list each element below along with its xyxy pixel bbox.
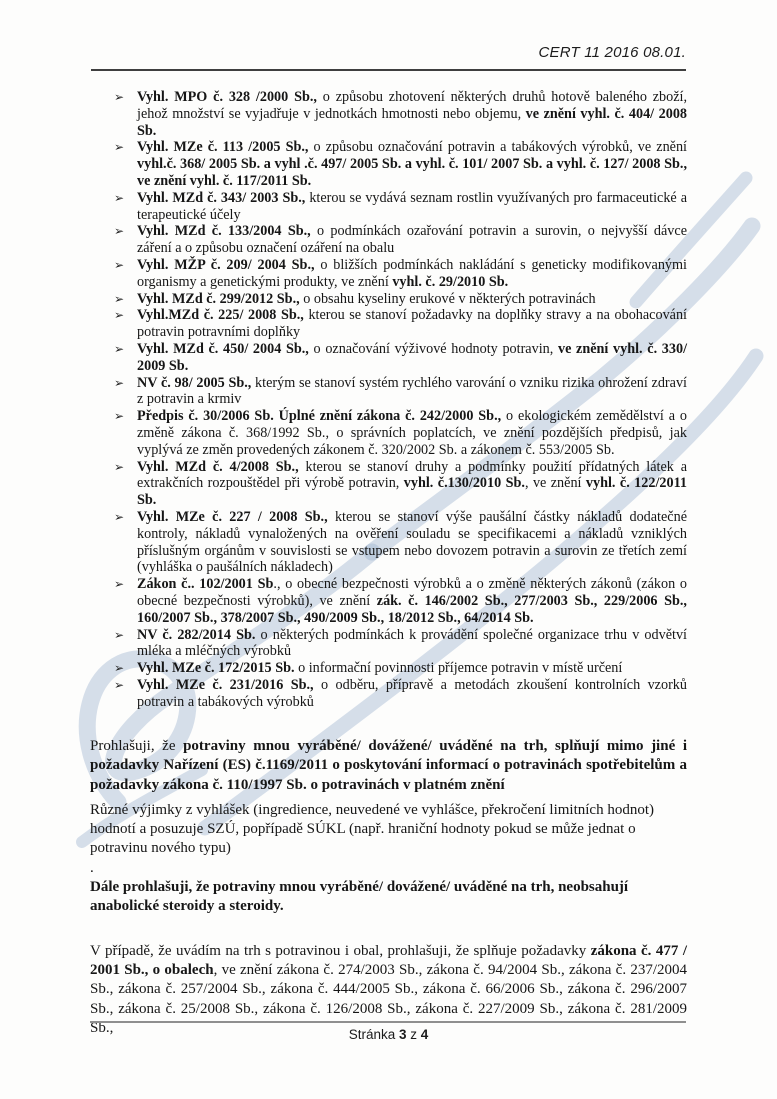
text-segment: NV č. 98/ 2005 Sb., (137, 374, 256, 391)
text-segment: Vyhl. MZd č. 4/2008 Sb., (137, 458, 306, 475)
text-segment: V případě, že uvádím na trh s potravinou i obal, prohlašuji, že splňuje požadavky (90, 942, 591, 959)
regulation-text (137, 627, 687, 661)
text-segment: Prohlašuji, že (90, 738, 184, 754)
regulation-text (137, 257, 687, 291)
regulation-list (90, 89, 687, 710)
text-segment: Vyhl. MZe č. 227 / 2008 Sb., (137, 508, 335, 525)
arrow-bullet-icon: ➢ (114, 291, 125, 306)
text-segment: Vyhl. MZe č. 172/2015 Sb. (137, 660, 299, 677)
text-segment: Vyhl.MZd č. 225/ 2008 Sb., (137, 307, 309, 324)
text-segment: Vyhl. MŽP č. 209/ 2004 Sb., (137, 256, 321, 273)
stray-period: . (90, 859, 94, 876)
arrow-bullet-icon: ➢ (114, 308, 125, 323)
text-segment: Předpis č. 30/2006 Sb. Úplné znění zákona č. 242/2000 Sb., (137, 408, 507, 425)
arrow-bullet-icon: ➢ (114, 459, 125, 474)
text-segment: Vyhl. MZd č. 343/ 2003 Sb., (137, 189, 310, 206)
text-segment: , ve znění (524, 475, 586, 492)
text-segment: kterou se stanoví výše paušální částky nákladů dodatečné kontroly, nákladů vynaložených na ověření souladu se specifikacemi a nákladů vzniklých příslušným orgánům v souvislosti se vstupem nebo dovozem potravin a surovin ze třetích zemí (vyhláška o paušálních nákladech) (137, 508, 687, 576)
regulation-item (90, 223, 687, 257)
regulation-text (137, 459, 687, 509)
text-segment: ve znění vyhl. č. 330/ 2009 Sb. (137, 340, 688, 374)
text-segment: kterou se stanoví požadavky na doplňky stravy a na obohacování potravin potravními doplňky (137, 307, 687, 341)
arrow-bullet-icon: ➢ (114, 140, 125, 155)
regulation-item (90, 341, 687, 375)
page-number-prefix: Stránka (348, 1027, 399, 1042)
regulation-item (90, 627, 687, 661)
text-segment: Vyhl. MZd č. 133/2004 Sb., (137, 223, 318, 240)
regulation-text (137, 190, 687, 224)
text-segment: o označování výživové hodnoty potravin, (313, 340, 558, 357)
text-segment: ve znění vyhl. č. 404/ 2008 Sb. (137, 105, 688, 139)
arrow-bullet-icon: ➢ (114, 257, 125, 272)
arrow-bullet-icon: ➢ (114, 375, 125, 390)
text-segment: Různé výjimky z vyhlášek (ingredience, neuvedené ve vyhlášce, překročení limitních hodnot) hodnotí a posuzuje SZÚ, popřípadě SÚKL (např. hraniční hodnoty pokud se může jednat o potravinu nového typu) (90, 801, 654, 857)
regulation-text (137, 509, 687, 576)
page-number (0, 1027, 777, 1042)
regulation-item (90, 190, 687, 224)
regulation-text (137, 375, 687, 409)
regulation-item (90, 375, 687, 409)
regulation-item (90, 291, 687, 308)
header-rule (91, 69, 686, 71)
text-segment: o obsahu kyseliny erukové v některých potravinách (303, 290, 596, 307)
regulation-text (137, 307, 687, 341)
text-segment: potraviny mnou vyráběné/ dovážené/ uváděné na trh, splňují mimo jiné i požadavky Nařízení (ES) č.1169/2011 o poskytování informací o potravinách spotřebitelům a požadavky zákona č. 110/1997 Sb. o potravinách v platném znění (90, 738, 687, 793)
regulation-item (90, 257, 687, 291)
text-segment: kterou se vydává seznam rostlin využívaných pro farmaceutické a terapeutické účely (137, 189, 687, 223)
declaration-paragraph-packaging (90, 942, 687, 1038)
text-segment: zákona č. 477 / 2001 Sb., o obalech (90, 942, 687, 978)
text-segment: o podmínkách ozařování potravin a surovin, o nejvyšší dávce záření a o způsobu označení ozáření na obalu (137, 223, 687, 257)
regulation-text (137, 139, 687, 189)
regulation-item (90, 408, 687, 458)
arrow-bullet-icon: ➢ (114, 224, 125, 239)
regulation-item (90, 576, 687, 626)
text-segment: vyhl. č. 29/2010 Sb. (392, 273, 509, 290)
page-number-separator: z (406, 1027, 421, 1042)
text-segment: o informační povinnosti příjemce potravin v místě určení (298, 660, 623, 677)
footer-rule (90, 1021, 686, 1023)
regulation-text (137, 408, 687, 458)
paragraph-exceptions (90, 801, 687, 859)
declaration-section (90, 737, 687, 1038)
regulation-item (90, 459, 687, 509)
text-segment: ., o obecné bezpečnosti výrobků a o změně některých zákonů (zákon o obecné bezpečnosti výrobků), ve znění (137, 576, 688, 609)
regulation-item (90, 307, 687, 341)
page-number-total: 4 (420, 1027, 429, 1042)
page-number-current: 3 (398, 1027, 407, 1042)
text-segment: vyhl. č. 122/2011 Sb. (137, 475, 687, 509)
arrow-bullet-icon: ➢ (114, 577, 125, 592)
text-segment: o bližších podmínkách nakládání s geneticky modifikovanými organismy a genetickými produkty, ve znění (137, 256, 687, 290)
regulation-text (137, 341, 687, 375)
text-segment: Vyhl. MZd č. 450/ 2004 Sb., (137, 340, 314, 357)
document-header-code: CERT 11 2016 08.01. (538, 44, 686, 61)
text-segment: Vyhl. MZd č. 299/2012 Sb., (137, 290, 304, 307)
arrow-bullet-icon: ➢ (114, 627, 125, 642)
arrow-bullet-icon: ➢ (114, 409, 125, 424)
text-segment: Zákon č.. 102/2001 Sb (137, 576, 274, 593)
arrow-bullet-icon: ➢ (114, 190, 125, 205)
declaration-paragraph-foods (90, 737, 687, 795)
text-segment: Vyhl. MZe č. 231/2016 Sb., (137, 676, 322, 693)
regulation-text (137, 223, 687, 257)
text-segment: Vyhl. MZe č. 113 /2005 Sb., (137, 139, 314, 156)
text-segment: o způsobu označování potravin a tabákových výrobků, ve znění (313, 139, 687, 156)
text-segment: Vyhl. MPO č. 328 /2000 Sb., (137, 89, 323, 105)
text-segment: kterým se stanoví systém rychlého varování o vzniku rizika ohrožení zdraví z potravin a krmiv (137, 374, 687, 408)
text-segment: o způsobu zhotovení některých druhů hotově baleného zboží, jehož množství se vyjadřuje v jednotkách hmotnosti nebo objemu, (137, 89, 688, 122)
regulation-text (137, 576, 687, 626)
text-segment: o odběru, přípravě a metodách zkoušení kontrolních vzorků potravin a tabákových výrobků (137, 676, 687, 710)
regulation-item (90, 677, 687, 711)
text-segment: vyhl.č. 368/ 2005 Sb. a vyhl .č. 497/ 2005 Sb. a vyhl. č. 101/ 2007 Sb. a vyhl. č. 127/ 2008 Sb., ve znění vyhl. č. 117/2011 Sb. (137, 156, 687, 189)
arrow-bullet-icon: ➢ (114, 90, 125, 104)
regulation-text (137, 89, 687, 139)
regulation-item (90, 660, 687, 677)
arrow-bullet-icon: ➢ (114, 341, 125, 356)
regulation-item (90, 139, 687, 189)
regulation-text (137, 291, 687, 308)
arrow-bullet-icon: ➢ (114, 677, 125, 692)
text-segment: NV č. 282/2014 Sb. (137, 626, 261, 643)
text-segment: o některých podmínkách k provádění společné organizace trhu v odvětví mléka a mléčných výrobků (137, 626, 687, 660)
text-segment: zák. č. 146/2002 Sb., 277/2003 Sb., 229/2006 Sb., 160/2007 Sb., 378/2007 Sb., 490/2009 Sb., 18/2012 Sb., 64/2014 Sb. (137, 592, 687, 626)
text-segment: kterou se stanoví druhy a podmínky použití přídatných látek a extrakčních rozpouštědel při výrobě potravin, (137, 458, 687, 492)
regulation-text (137, 660, 687, 677)
text-segment: Dále prohlašuji, že potraviny mnou vyráběné/ dovážené/ uváděné na trh, neobsahují anabolické steroidy a steroidy. (90, 879, 629, 915)
text-segment: vyhl. č.130/2010 Sb. (403, 475, 525, 492)
regulation-text (137, 677, 687, 711)
regulation-item (90, 509, 687, 576)
text-segment: o ekologickém zemědělství a o změně zákona č. 368/1992 Sb., o správních poplatcích, ve znění pozdějších předpisů, jak vyplývá ze změn provedených zákonem č. 320/2002 Sb. a zákonem č. 553/2005 Sb. (137, 408, 687, 458)
declaration-paragraph-steroids (90, 878, 687, 917)
regulation-item (90, 89, 687, 139)
text-segment: , ve znění zákona č. 274/2003 Sb., zákona č. 94/2004 Sb., zákona č. 237/2004 Sb., zákona č. 257/2004 Sb., zákona č. 444/2005 Sb., zákona č. 66/2006 Sb., zákona č. 296/2007 Sb., zákona č. 25/2008 Sb., zákona č. 126/2008 Sb., zákona č. 227/2009 Sb., zákona č. 281/2009 Sb., (90, 961, 687, 1036)
arrow-bullet-icon: ➢ (114, 661, 125, 676)
arrow-bullet-icon: ➢ (114, 509, 125, 524)
